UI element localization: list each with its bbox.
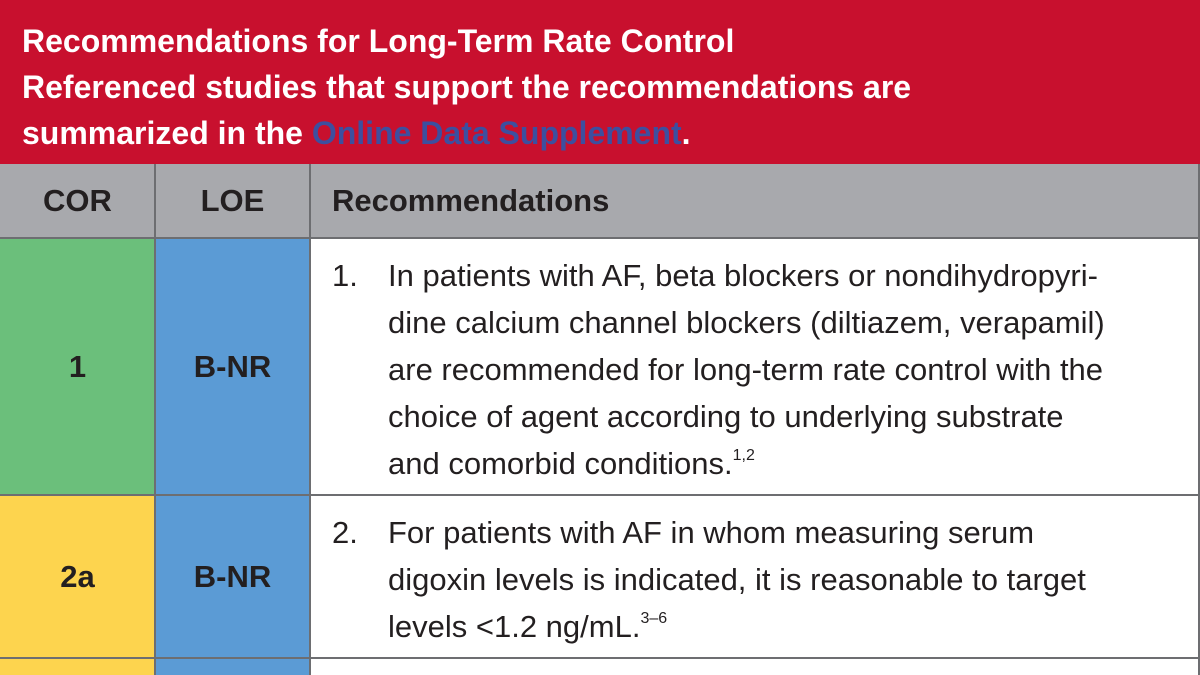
recommendation-text [388, 252, 1200, 487]
column-header-loe [155, 164, 310, 238]
recommendation-row-1 [310, 252, 1200, 487]
subtitle-suffix: . [681, 115, 691, 151]
recommendation-row-2 [310, 509, 1200, 650]
recommendation-line: and comorbid conditions. [388, 446, 733, 481]
row-divider [0, 657, 1200, 659]
reference-superscript: 3–6 [640, 610, 668, 627]
column-header-cor-label: COR [43, 183, 112, 218]
cor-cell-row-1 [0, 238, 155, 495]
recommendation-line-last [388, 603, 1200, 650]
cor-value: 1 [68, 348, 87, 384]
loe-cell-row-2 [155, 495, 310, 658]
recommendation-number: 2. [332, 515, 358, 550]
recommendation-line: dine calcium channel blockers (diltiazem, verapamil) [388, 305, 1105, 340]
table-subtitle-line-2 [22, 110, 1178, 156]
cor-cell-row-3 [0, 658, 155, 675]
recommendation-line: For patients with AF in whom measuring serum [388, 515, 1035, 550]
recommendation-text [388, 509, 1200, 650]
loe-value: B-NR [193, 558, 272, 594]
table-title: Recommendations for Long-Term Rate Control [22, 23, 735, 59]
column-header-cor [0, 164, 155, 238]
subtitle-prefix: summarized in the [22, 115, 312, 151]
loe-value: B-NR [193, 348, 272, 384]
recommendation-line: choice of agent according to underlying substrate [388, 399, 1064, 434]
cor-value: 2a [60, 558, 95, 594]
column-header-recommendations-label: Recommendations [332, 183, 610, 218]
cor-cell-row-2 [0, 495, 155, 658]
recommendation-line: digoxin levels is indicated, it is reasonable to target [388, 562, 1086, 597]
recommendation-line: levels <1.2 ng/mL. [388, 609, 641, 644]
column-header-loe-label: LOE [200, 183, 265, 218]
recommendation-line-last [388, 440, 1200, 487]
loe-cell-row-1 [155, 238, 310, 495]
online-data-supplement-link[interactable]: Online Data Supplement [311, 115, 682, 151]
loe-cell-row-3 [155, 658, 310, 675]
recommendation-number: 1. [332, 258, 358, 293]
column-header-recommendations [310, 164, 1200, 238]
recommendation-line: In patients with AF, beta blockers or nondihydropyri- [388, 258, 1098, 293]
table-caption [0, 0, 1200, 164]
column-divider [154, 164, 156, 675]
table-subtitle-line-1: Referenced studies that support the recommendations are [22, 69, 912, 105]
header-divider [0, 237, 1200, 239]
row-divider [0, 494, 1200, 496]
column-divider [309, 164, 311, 675]
reference-superscript: 1,2 [732, 447, 755, 464]
recommendation-line: are recommended for long-term rate control with the [388, 352, 1104, 387]
